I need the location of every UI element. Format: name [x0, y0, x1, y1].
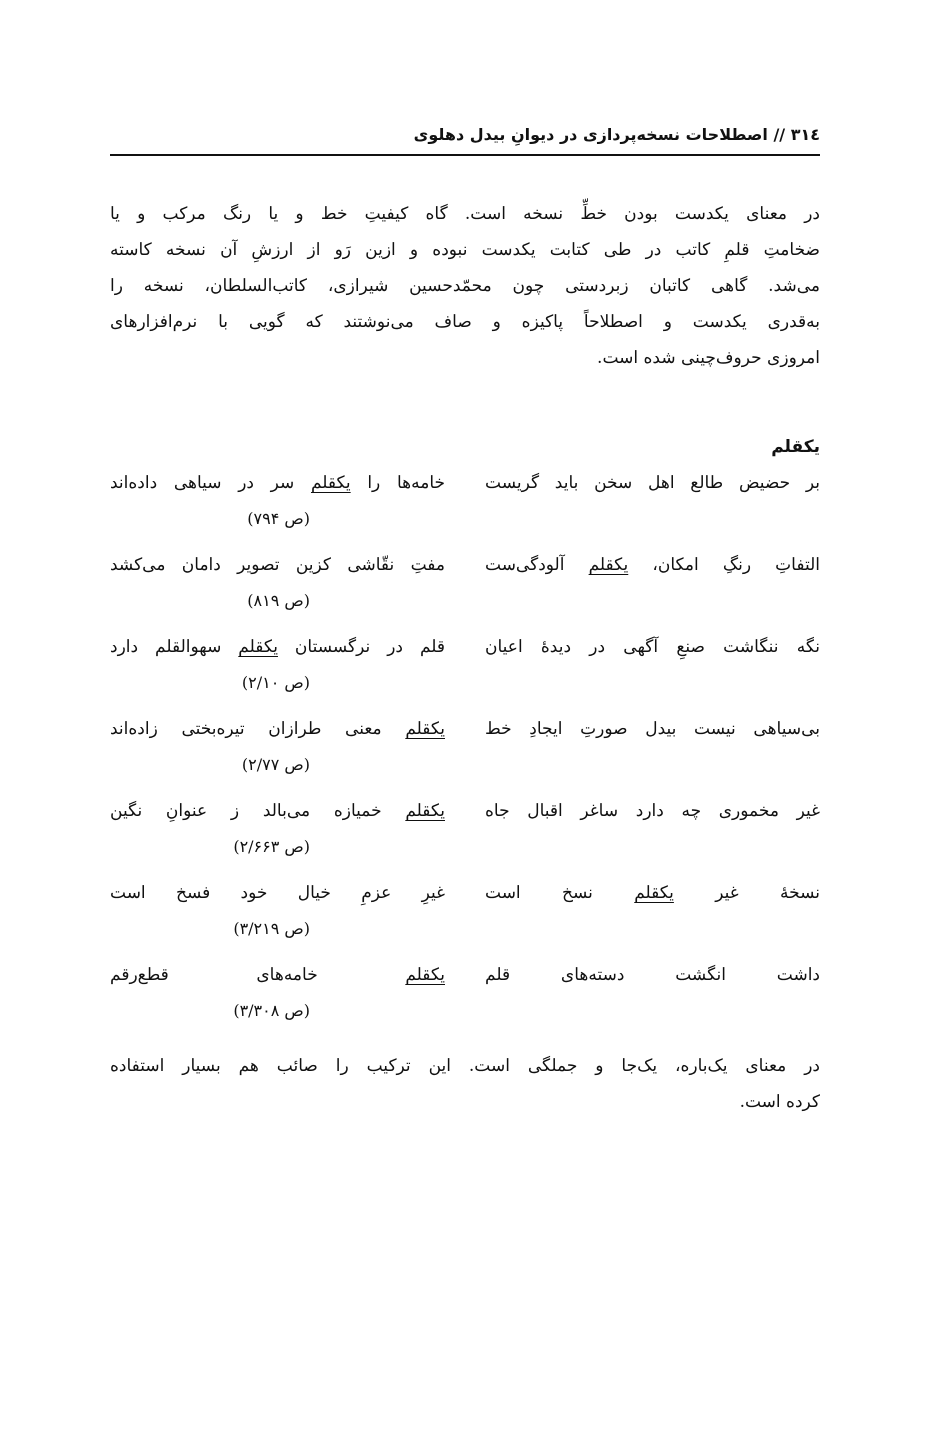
verse-text: نگه ننگاشت صنعِ آگهی در دیدهٔ اعیان	[485, 637, 820, 657]
verse-row	[110, 628, 820, 710]
verse-text: نسخ است	[485, 883, 635, 903]
hemistich-first	[485, 792, 820, 830]
hemistich-first	[485, 628, 820, 666]
keyword-underlined: یکقلم	[405, 719, 445, 739]
verse-text: خامه‌های قطع‌رقم	[110, 965, 406, 985]
verse-row	[110, 710, 820, 792]
verse-text: بی‌سیاهی نیست بیدل صورتِ ایجادِ خط	[485, 719, 820, 739]
closing-paragraph	[110, 1048, 820, 1120]
hemistich-second	[110, 956, 445, 994]
page-reference: (ص ٧٩۴)	[247, 509, 310, 528]
verse-row	[110, 464, 820, 546]
page-reference: (ص ٣/٢١٩)	[233, 919, 310, 938]
verse-text: قلم در نرگسستان	[277, 637, 446, 657]
verse-list	[110, 464, 820, 1038]
intro-line: ضخامتِ قلمِ کاتب در طی کتابت یکدست نبوده و ازین رَو از ارزشِ آن نسخه کاسته	[110, 240, 820, 260]
keyword-underlined: یکقلم	[405, 801, 445, 821]
intro-line: امروزی حروف‌چینی شده است.	[597, 348, 820, 368]
verse-row	[110, 956, 820, 1038]
section-heading: یکقلم	[771, 437, 820, 457]
closing-line: کرده است.	[739, 1092, 820, 1112]
verse-text: التفاتِ رنگِ امکان،	[628, 555, 820, 575]
hemistich-second	[110, 464, 445, 502]
closing-line: در معنای یک‌باره، یک‌جا و جملگی است. این ترکیب را صائب هم بسیار استفاده	[110, 1056, 820, 1076]
verse-text: خمیازه می‌بالد ز عنوانِ نگین	[110, 801, 406, 821]
page-reference: (ص ٢/۶۶٣)	[233, 837, 310, 856]
header-title: ٣١٤ // اصطلاحات نسخه‌پردازی در دیوانِ بیدل دهلوی	[413, 125, 820, 144]
hemistich-first	[485, 874, 820, 912]
verse-text: سر در سیاهی داده‌اند	[110, 473, 311, 493]
page-reference: (ص ٨١٩)	[247, 591, 310, 610]
hemistich-first	[485, 464, 820, 502]
verse-text: مفتِ نقّاشی کزین تصویر دامان می‌کشد	[110, 555, 445, 575]
keyword-underlined: یکقلم	[310, 473, 351, 493]
verse-text: بر حضیض طالع اهل سخن باید گریست	[485, 473, 820, 493]
intro-paragraph	[110, 196, 820, 376]
verse-text: خامه‌ها را	[350, 473, 446, 493]
hemistich-second	[110, 546, 445, 584]
verse-text: داشت انگشت دسته‌های قلم	[485, 965, 820, 985]
verse-row	[110, 792, 820, 874]
intro-line: به‌قدری یکدست و اصطلاحاً پاکیزه و صاف می‌نوشتند که گویی با نرم‌افزارهای	[110, 312, 820, 332]
hemistich-second	[110, 874, 445, 912]
verse-text: معنی طرازان تیره‌بختی زاده‌اند	[110, 719, 406, 739]
verse-text: غیر مخموری چه دارد ساغر اقبال جاه	[485, 801, 820, 821]
verse-text: غیرِ عزمِ خیال خود فسخ است	[110, 883, 445, 903]
hemistich-second	[110, 710, 445, 748]
hemistich-first	[485, 546, 820, 584]
intro-line: در معنای یکدست بودن خطِّ نسخه است. گاه کیفیتِ خط و یا رنگ مرکب و یا	[110, 204, 820, 224]
hemistich-first	[485, 710, 820, 748]
verse-text: سهوالقلم دارد	[110, 637, 239, 657]
keyword-underlined: یکقلم	[634, 883, 674, 903]
running-header	[110, 116, 820, 156]
keyword-underlined: یکقلم	[238, 637, 278, 657]
page-reference: (ص ٢/٧٧)	[241, 755, 310, 774]
page-reference: (ص ٣/٣٠٨)	[233, 1001, 310, 1020]
intro-line: می‌شد. گاهی کاتبان زبردستی چون محمّدحسین شیرازی، کاتب‌السلطان، نسخه را	[110, 276, 820, 296]
hemistich-second	[110, 628, 445, 666]
hemistich-second	[110, 792, 445, 830]
verse-row	[110, 874, 820, 956]
hemistich-first	[485, 956, 820, 994]
keyword-underlined: یکقلم	[405, 965, 445, 985]
page-reference: (ص ٢/١٠)	[241, 673, 310, 692]
verse-row	[110, 546, 820, 628]
keyword-underlined: یکقلم	[588, 555, 629, 575]
verse-text: نسخهٔ غیر	[673, 883, 820, 903]
verse-text: آلودگی‌ست	[485, 555, 589, 575]
